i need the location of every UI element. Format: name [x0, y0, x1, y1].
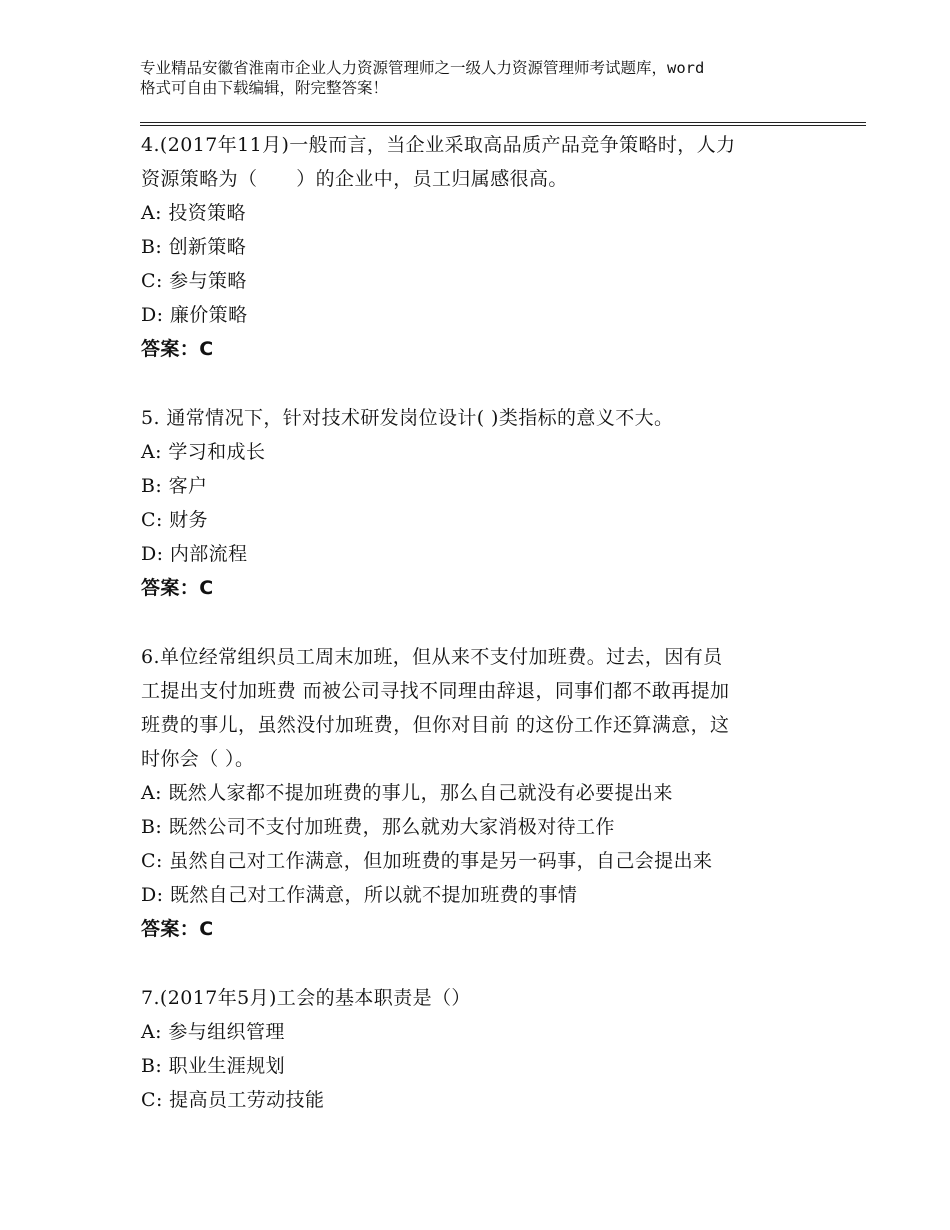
option-a: A: 投资策略	[141, 202, 246, 224]
spacer	[141, 946, 821, 981]
option-b: B: 职业生涯规划	[141, 1055, 286, 1077]
option-c: C: 虽然自己对工作满意，但加班费的事是另一码事，自己会提出来	[141, 850, 713, 872]
option-c: C: 提高员工劳动技能	[141, 1089, 325, 1111]
question-4	[141, 128, 821, 366]
option-b: B: 客户	[141, 475, 208, 497]
header-line-2: 格式可自由下载编辑，附完整答案！	[140, 79, 389, 97]
question-stem-line: 时你会（ ）。	[141, 748, 255, 770]
question-stem-line: 班费的事儿，虽然没付加班费，但你对目前 的这份工作还算满意，这	[141, 714, 730, 736]
question-6	[141, 640, 821, 946]
spacer	[141, 605, 821, 640]
question-stem-line: 4.(2017年11月)一般而言，当企业采取高品质产品竞争策略时，人力	[141, 134, 736, 156]
question-stem-line: 5. 通常情况下，针对技术研发岗位设计( )类指标的意义不大。	[141, 407, 674, 429]
answer-label: 答案：C	[141, 577, 214, 599]
answer-label: 答案：C	[141, 918, 214, 940]
option-a: A: 既然人家都不提加班费的事儿，那么自己就没有必要提出来	[141, 782, 673, 804]
option-b: B: 既然公司不支付加班费，那么就劝大家消极对待工作	[141, 816, 615, 838]
document-header	[140, 58, 840, 98]
option-b: B: 创新策略	[141, 236, 247, 258]
question-stem-line: 6.单位经常组织员工周末加班，但从来不支付加班费。过去，因有员	[141, 646, 723, 668]
question-stem-line: 资源策略为（ ）的企业中，员工归属感很高。	[141, 168, 568, 190]
option-d: D: 廉价策略	[141, 304, 248, 326]
header-divider-top	[140, 122, 866, 123]
header-line-1: 专业精品安徽省淮南市企业人力资源管理师之一级人力资源管理师考试题库，word	[140, 59, 705, 77]
header-divider-bottom	[140, 125, 866, 126]
option-a: A: 参与组织管理	[141, 1021, 285, 1043]
option-c: C: 财务	[141, 509, 208, 531]
question-7	[141, 981, 821, 1117]
option-d: D: 内部流程	[141, 543, 248, 565]
option-a: A: 学习和成长	[141, 441, 266, 463]
answer-label: 答案：C	[141, 338, 214, 360]
question-5	[141, 401, 821, 605]
option-c: C: 参与策略	[141, 270, 247, 292]
spacer	[141, 366, 821, 401]
option-d: D: 既然自己对工作满意，所以就不提加班费的事情	[141, 884, 578, 906]
question-stem-line: 工提出支付加班费 而被公司寻找不同理由辞退，同事们都不敢再提加	[141, 680, 730, 702]
question-list	[141, 128, 821, 1117]
question-stem-line: 7.(2017年5月)工会的基本职责是（）	[141, 987, 471, 1009]
